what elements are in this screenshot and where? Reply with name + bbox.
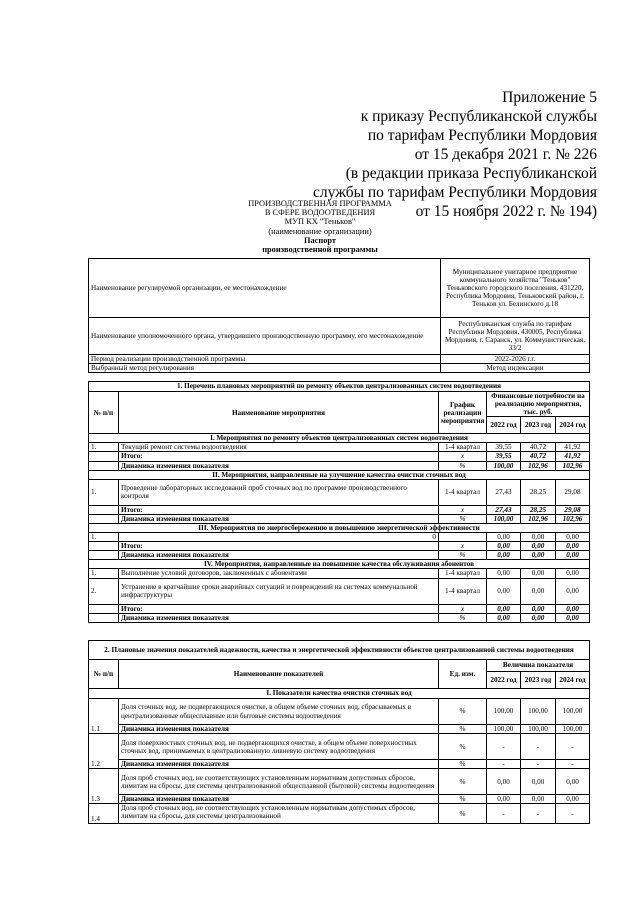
passport-heading: Паспорт <box>303 235 337 245</box>
col-header-name: Наименование мероприятия <box>119 392 439 434</box>
appendix-line: Приложение 5 <box>502 89 597 106</box>
row-num: 1. <box>89 443 119 452</box>
row-value: 29,08 <box>556 479 590 505</box>
dynamics-label: Динамика изменения показателя <box>119 613 439 622</box>
dynamics-value: 100,00 <box>556 725 590 734</box>
dynamics-unit: % <box>439 613 487 622</box>
total-row <box>89 505 590 514</box>
total-row <box>89 604 590 613</box>
total-label: Итого: <box>119 542 439 551</box>
total-x: x <box>439 505 487 514</box>
program-title-line: ПРОИЗВОДСТВЕННАЯ ПРОГРАММА <box>248 199 392 208</box>
col-header-num: № п/п <box>89 392 119 434</box>
row-value: 0,00 <box>487 769 521 795</box>
passport-period-value: 2022-2026 г.г. <box>441 355 590 364</box>
row-value: 0,00 <box>521 578 556 604</box>
row-num: 1.3 <box>89 769 119 804</box>
passport-method-label: Выбранный метод регулирования <box>89 364 441 373</box>
total-value: 0,00 <box>487 604 521 613</box>
row-num: 1. <box>89 569 119 578</box>
dynamics-value: - <box>487 760 521 769</box>
col-header-year: 2024 год <box>556 417 590 434</box>
dynamics-value: 102,96 <box>521 461 556 470</box>
dynamics-row <box>89 613 590 622</box>
dynamics-label: Динамика изменения показателя <box>119 551 439 560</box>
row-name: Доля проб сточных вод, не соответствующих установленным нормативам допустимых сбросов, лимитам на сбросы, для системы централизованной общесплавной (бытовой) системы водоотведения <box>119 769 439 795</box>
group-title: II. Мероприятия, направленные на улучшение качества очистки сточных вод <box>89 470 590 479</box>
total-value: 40,72 <box>521 452 556 461</box>
row-name: 0 <box>119 533 439 542</box>
dynamics-value: 0,00 <box>521 551 556 560</box>
row-num: 1.4 <box>89 804 119 824</box>
row-value: 40,72 <box>521 443 556 452</box>
total-value: 0,00 <box>521 542 556 551</box>
dynamics-label: Динамика изменения показателя <box>119 725 439 734</box>
organization-name: МУП КХ "Теньков" <box>284 217 356 227</box>
row-value: 27,43 <box>487 479 521 505</box>
col-header-year: 2024 год <box>556 672 590 689</box>
dynamics-unit: % <box>439 461 487 470</box>
col-header-name: Наименование показателей <box>119 660 439 689</box>
row-schedule: 1-4 квартал <box>439 443 487 452</box>
group-title: IV. Мероприятия, направленные на повышение качества обслуживания абонентов <box>89 560 590 569</box>
dynamics-value: 100,00 <box>487 461 521 470</box>
row-value: - <box>521 804 556 824</box>
dynamics-row <box>89 725 590 734</box>
dynamics-value: 100,00 <box>521 725 556 734</box>
row-value: 41,92 <box>556 443 590 452</box>
total-value: 0,00 <box>521 604 556 613</box>
dynamics-unit: % <box>439 551 487 560</box>
dynamics-value: 0,00 <box>487 613 521 622</box>
row-value: - <box>556 734 590 760</box>
total-label: Итого: <box>119 604 439 613</box>
appendix-line: службы по тарифам Республики Мордовия <box>313 184 597 201</box>
row-value: 0,00 <box>521 769 556 795</box>
indicator-row <box>89 804 590 824</box>
appendix-line: от 15 ноября 2022 г. № 194) <box>415 203 597 220</box>
passport-org-label: Наименование регулируемой организации, ее местонахождение <box>89 259 441 318</box>
row-schedule: 1-4 квартал <box>439 578 487 604</box>
row-value: 0,00 <box>556 533 590 542</box>
passport-body-value: Республиканская служба по тарифам Республики Мордовия, 430005, Республика Мордовия, г. Саранск, ул. Коммунистическая, 33/2 <box>441 318 590 355</box>
passport-period-label: Период реализации производственной программы <box>89 355 441 364</box>
total-value: 27,43 <box>487 505 521 514</box>
dynamics-unit: % <box>439 795 487 804</box>
row-unit: % <box>439 699 487 725</box>
row-name: Текущий ремонт системы водоотведения <box>119 443 439 452</box>
dynamics-value: 100,00 <box>487 514 521 523</box>
dynamics-value: 0,00 <box>556 795 590 804</box>
dynamics-value: 0,00 <box>487 551 521 560</box>
section2-title: 2. Плановые значения показателей надежности, качества и энергетической эффективности объектов централизованной системы водоотведения <box>89 641 590 660</box>
indicator-row <box>89 734 590 760</box>
row-value: - <box>521 734 556 760</box>
row-num: 1.2 <box>89 734 119 769</box>
col-header-year: 2022 год <box>487 417 521 434</box>
dynamics-label: Динамика изменения показателя <box>119 760 439 769</box>
row-value: 0,00 <box>521 569 556 578</box>
row-value: 0,00 <box>556 569 590 578</box>
program-title-line: В СФЕРЕ ВОДООТВЕДЕНИЯ <box>264 208 376 218</box>
col-header-year: 2023 год <box>521 672 556 689</box>
dynamics-label: Динамика изменения показателя <box>119 514 439 523</box>
col-header-unit: Ед. изм. <box>439 660 487 689</box>
total-x: x <box>439 604 487 613</box>
total-value: 0,00 <box>556 604 590 613</box>
row-schedule: 1-4 квартал <box>439 569 487 578</box>
group-title: I. Мероприятия по ремонту объектов централизованных систем водоотведения <box>89 434 590 443</box>
row-unit: % <box>439 804 487 824</box>
indicator-row <box>89 699 590 725</box>
col-header-num: № п/п <box>89 660 119 689</box>
dynamics-value: 0,00 <box>521 613 556 622</box>
row-value: 0,00 <box>487 533 521 542</box>
col-header-year: 2023 год <box>521 417 556 434</box>
section1-title: 1. Перечень плановых мероприятий по ремонту объектов централизованных систем водоотведения <box>89 382 590 392</box>
total-x: x <box>439 452 487 461</box>
appendix-line: к приказу Республиканской службы <box>360 108 597 125</box>
dynamics-value: 0,00 <box>556 613 590 622</box>
group-title: I. Показатели качества очистки сточных вод <box>89 689 590 699</box>
appendix-line: от 15 декабря 2021 г. № 226 <box>414 146 597 163</box>
total-value: 28,25 <box>521 505 556 514</box>
row-schedule <box>439 533 487 542</box>
repair-measures-table <box>88 381 590 623</box>
row-value: - <box>487 734 521 760</box>
row-name: Доля сточных вод, не подвергающихся очистке, в общем объеме сточных вод, сбрасываемых в централизованные общесплавные или бытовые системы водоотведения <box>119 699 439 725</box>
row-num: 1. <box>89 533 119 542</box>
table-row <box>89 533 590 542</box>
passport-method-value: Метод индексации <box>441 364 590 373</box>
dynamics-value: 102,96 <box>556 514 590 523</box>
total-value: 0,00 <box>556 542 590 551</box>
program-title <box>0 199 640 254</box>
row-value: 28,25 <box>521 479 556 505</box>
table-row <box>89 443 590 452</box>
dynamics-value: 0,00 <box>487 795 521 804</box>
row-name: Проведение лабораторных исследований проб сточных вод по программе производственного контроля <box>119 479 439 505</box>
row-num: 2. <box>89 578 119 604</box>
row-value: 100,00 <box>521 699 556 725</box>
row-schedule: 1-4 квартал <box>439 479 487 505</box>
col-header-finance: Финансовые потребности на реализацию мероприятия, тыс. руб. <box>487 392 590 417</box>
row-value: 0,00 <box>521 533 556 542</box>
total-row <box>89 542 590 551</box>
table-row <box>89 578 590 604</box>
dynamics-value: 0,00 <box>521 795 556 804</box>
dynamics-value: 0,00 <box>556 551 590 560</box>
dynamics-unit: % <box>439 514 487 523</box>
total-x: x <box>439 542 487 551</box>
col-header-year: 2022 год <box>487 672 521 689</box>
passport-subheading: производственной программы <box>262 245 378 255</box>
col-header-value: Величина показателя <box>487 660 590 672</box>
row-value: 0,00 <box>556 578 590 604</box>
row-name: Доля поверхностных сточных вод, не подвергающихся очистке, в общем объеме поверхностных сточных вод, принимаемых в централизованную ливневую систему водоотведения <box>119 734 439 760</box>
dynamics-label: Динамика изменения показателя <box>119 795 439 804</box>
table-row <box>89 479 590 505</box>
appendix-line: (в редакции приказа Республиканской <box>345 165 597 182</box>
passport-org-value: Муниципальное унитарное предприятие коммунального хозяйства "Теньков" Теньковского городского поселения, 431220, Республика Мордовия, Теньковский район, г. Теньков ул. Белинского д.18 <box>441 259 590 318</box>
dynamics-value: 102,96 <box>556 461 590 470</box>
dynamics-row <box>89 461 590 470</box>
indicators-table <box>88 640 590 824</box>
indicator-row <box>89 769 590 795</box>
row-value: 0,00 <box>556 769 590 795</box>
row-value: 39,55 <box>487 443 521 452</box>
row-num: 1.1 <box>89 699 119 734</box>
total-label: Итого: <box>119 452 439 461</box>
dynamics-row <box>89 551 590 560</box>
row-value: 0,00 <box>487 578 521 604</box>
row-value: 100,00 <box>487 699 521 725</box>
dynamics-value: 102,96 <box>521 514 556 523</box>
total-value: 29,08 <box>556 505 590 514</box>
row-name: Доля проб сточных вод, не соответствующих установленным нормативам допустимых сбросов, лимитам на сбросы, для системы централизованной <box>119 804 439 824</box>
dynamics-value: 100,00 <box>487 725 521 734</box>
passport-body-label: Наименование уполномоченного органа, утвердившего производственную программу, его местонахождение <box>89 318 441 355</box>
dynamics-unit: % <box>439 760 487 769</box>
table-row <box>89 569 590 578</box>
dynamics-row <box>89 514 590 523</box>
row-value: - <box>556 804 590 824</box>
total-row <box>89 452 590 461</box>
row-unit: % <box>439 769 487 795</box>
dynamics-value: - <box>521 760 556 769</box>
total-value: 0,00 <box>487 542 521 551</box>
group-title: III. Мероприятия по энергосбережению и повышению энергетической эффективности <box>89 523 590 532</box>
row-value: 100,00 <box>556 699 590 725</box>
total-value: 41,92 <box>556 452 590 461</box>
total-label: Итого: <box>119 505 439 514</box>
row-name: Устранение в кратчайшие сроки аварийных ситуаций и повреждений на системах коммунальной инфраструктуры <box>119 578 439 604</box>
appendix-line: по тарифам Республики Мордовия <box>367 127 597 144</box>
row-value: - <box>487 804 521 824</box>
organization-caption: (наименование организации) <box>268 226 372 236</box>
col-header-schedule: График реализации мероприятия <box>439 392 487 434</box>
row-num: 1. <box>89 479 119 505</box>
dynamics-label: Динамика изменения показателя <box>119 461 439 470</box>
dynamics-unit: % <box>439 725 487 734</box>
dynamics-value: - <box>556 760 590 769</box>
row-unit: % <box>439 734 487 760</box>
passport-table <box>88 258 590 373</box>
dynamics-row <box>89 760 590 769</box>
total-value: 39,55 <box>487 452 521 461</box>
row-name: Выполнение условий договоров, заключенных с абонентами <box>119 569 439 578</box>
row-value: 0,00 <box>487 569 521 578</box>
dynamics-row <box>89 795 590 804</box>
